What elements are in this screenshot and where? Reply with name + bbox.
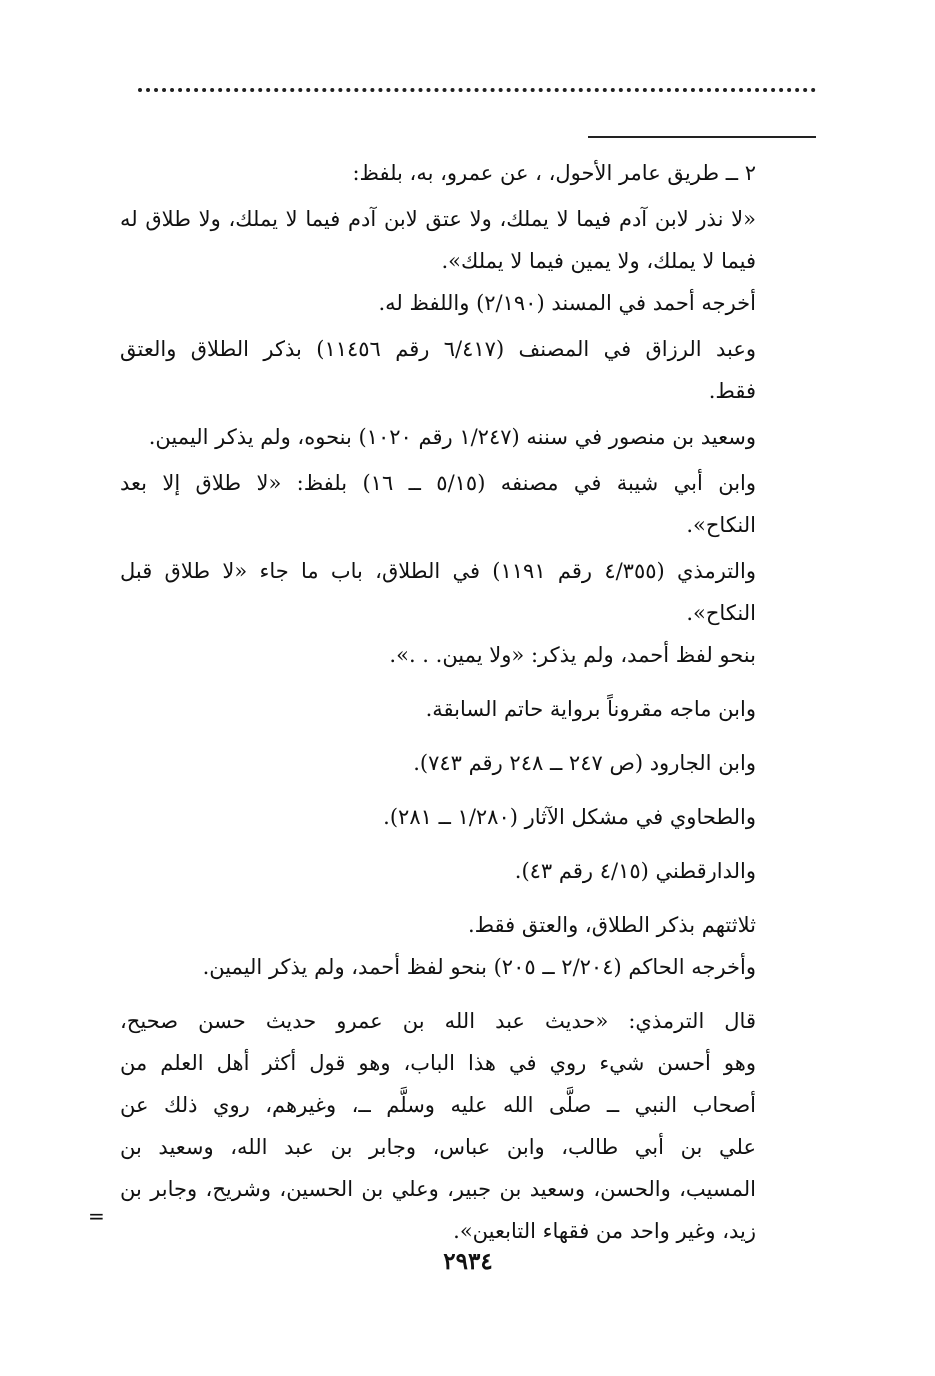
paragraph-3 [120,282,756,324]
footnote-rule [588,136,816,138]
text-line: أخرجه أحمد في المسند (٢/١٩٠) واللفظ له. [378,291,756,315]
text-line: وسعيد بن منصور في سننه (١/٢٤٧ رقم ١٠٢٠) بنحوه، ولم يذكر اليمين. [148,425,756,449]
text-line: وابن ماجه مقروناً برواية حاتم السابقة. [425,697,756,721]
text-line: والترمذي (٤/٣٥٥ رقم ١١٩١) في الطلاق، باب ما جاء «لا طلاق قبل [120,559,756,583]
text-line: وعبد الرزاق في المصنف (٦/٤١٧ رقم ١١٤٥٦) بذكر الطلاق والعتق [120,337,756,361]
paragraph-15 [120,1000,756,1252]
paragraph-8 [120,634,756,676]
footnote-text [120,152,756,1252]
dotted-separator [138,88,816,92]
text-line: قال الترمذي: «حديث عبد الله بن عمرو حديث حسن صحيح، [120,1009,756,1033]
text-line: علي بن أبي طالب، وابن عباس، وجابر بن عبد الله، وسعيد بن [120,1135,756,1159]
text-line: «لا نذر لابن آدم فيما لا يملك، ولا عتق لابن آدم فيما لا يملك، ولا طلاق له [120,207,756,231]
continuation-mark: = [88,1204,105,1228]
text-line: وأخرجه الحاكم (٢/٢٠٤ ــ ٢٠٥) بنحو لفظ أحمد، ولم يذكر اليمين. [202,955,756,979]
paragraph-14 [120,946,756,988]
text-line: والطحاوي في مشكل الآثار (١/٢٨٠ ــ ٢٨١). [383,805,756,829]
text-line: وابن أبي شيبة في مصنفه (٥/١٥ ــ ١٦) بلفظ: «لا طلاق إلا بعد [120,471,756,495]
text-line: ٢ ــ طريق عامر الأحول، ، عن عمرو، به، بلفظ: [352,161,756,185]
text-line: وابن الجارود (ص ٢٤٧ ــ ٢٤٨ رقم ٧٤٣). [413,751,756,775]
paragraph-11 [120,796,756,838]
text-line: والدارقطني (٤/١٥ رقم ٤٣). [514,859,756,883]
text-line: وهو أحسن شيء روي في هذا الباب، وهو قول أكثر أهل العلم من [120,1051,756,1075]
paragraph-5 [120,416,756,458]
text-line: ثلاثتهم بذكر الطلاق، والعتق فقط. [467,913,756,937]
paragraph-1 [120,152,756,194]
paragraph-4 [120,328,756,412]
paragraph-9 [120,688,756,730]
text-line: فيما لا يملك، ولا يمين فيما لا يملك». [441,249,756,273]
page-number: ٢٩٣٤ [443,1248,493,1275]
text-line: فقط. [708,379,756,403]
text-line: النكاح». [686,513,756,537]
text-line: زيد، وغير واحد من فقهاء التابعين». [453,1219,756,1243]
paragraph-2 [120,198,756,282]
text-line: النكاح». [686,601,756,625]
paragraph-13 [120,904,756,946]
text-line: المسيب، والحسن، وسعيد بن جبير، وعلي بن الحسين، وشريح، وجابر بن [120,1177,756,1201]
paragraph-6 [120,462,756,546]
paragraph-10 [120,742,756,784]
paragraph-7 [120,550,756,634]
text-line: بنحو لفظ أحمد، ولم يذكر: «ولا يمين. . .». [389,643,756,667]
text-line: أصحاب النبي ــ صلَّى الله عليه وسلَّم ــ، وغيرهم، روي ذلك عن [120,1093,756,1117]
paragraph-12 [120,850,756,892]
